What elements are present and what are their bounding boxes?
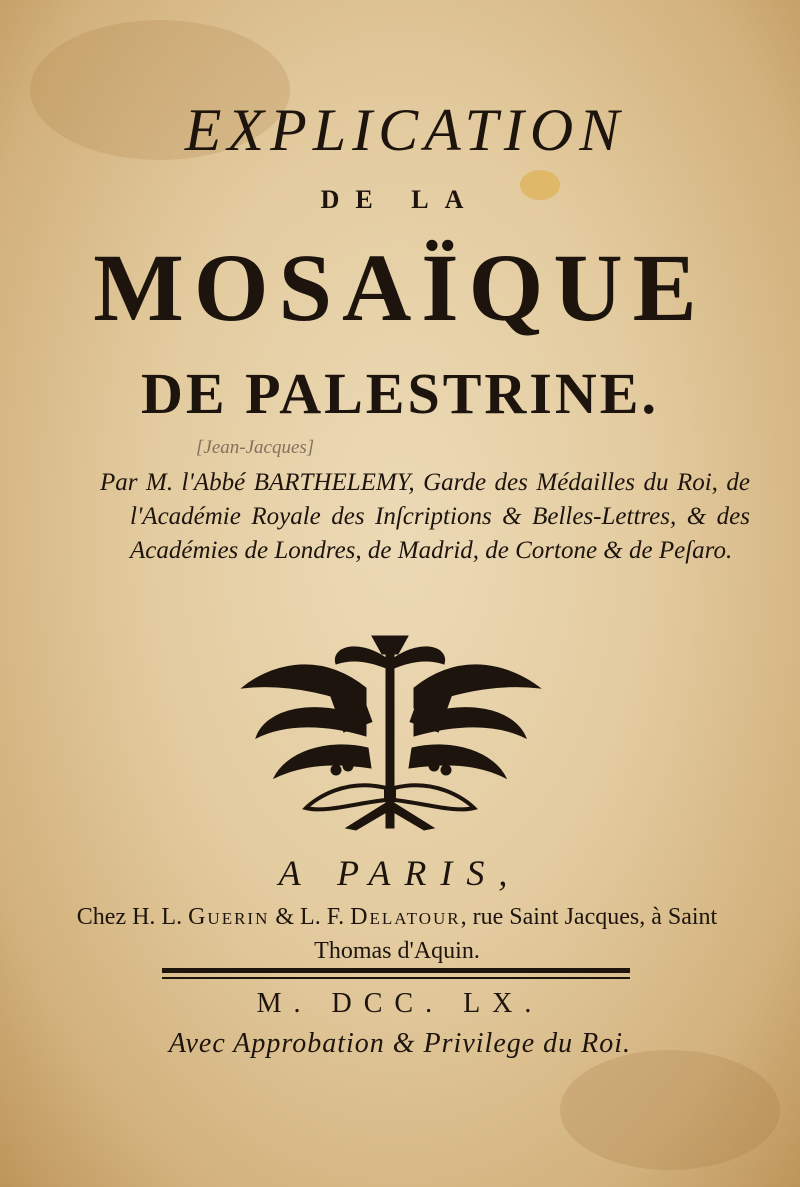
imprint-amp: & L. F. <box>275 904 345 930</box>
title-line-mosaique: MOSAÏQUE <box>93 234 707 341</box>
printer-delatour: Delatour <box>350 904 461 930</box>
title-line-de-la: DE LA <box>320 185 480 214</box>
imprint-street: , rue Saint Jacques, à Saint Thomas d'Aquin. <box>314 904 718 964</box>
imprint-city: A PARIS, <box>278 853 522 893</box>
imprint-chez: Chez H. L. <box>76 904 183 930</box>
handwritten-annotation: [Jean-Jacques] <box>196 437 315 458</box>
fleuron-ornament <box>236 628 546 838</box>
imprint-publisher <box>72 900 722 968</box>
age-stain <box>560 1050 780 1170</box>
publication-date: M. DCC. LX. <box>256 988 544 1019</box>
printer-guerin: Guerin <box>188 904 270 930</box>
double-rule <box>162 977 630 979</box>
title-line-explication: EXPLICATION <box>184 97 626 163</box>
approbation-line: Avec Approbation & Privilege du Roi. <box>168 1028 632 1059</box>
title-line-palestrine: DE PALESTRINE. <box>141 361 659 426</box>
double-rule <box>162 968 630 973</box>
author-byline: Par M. l'Abbé BARTHELEMY, Garde des Médailles du Roi, de l'Académie Royale des Inſcriptions & Belles-Lettres, & des Académies de Londres, de Madrid, de Cortone & de Peſaro. <box>100 469 750 564</box>
